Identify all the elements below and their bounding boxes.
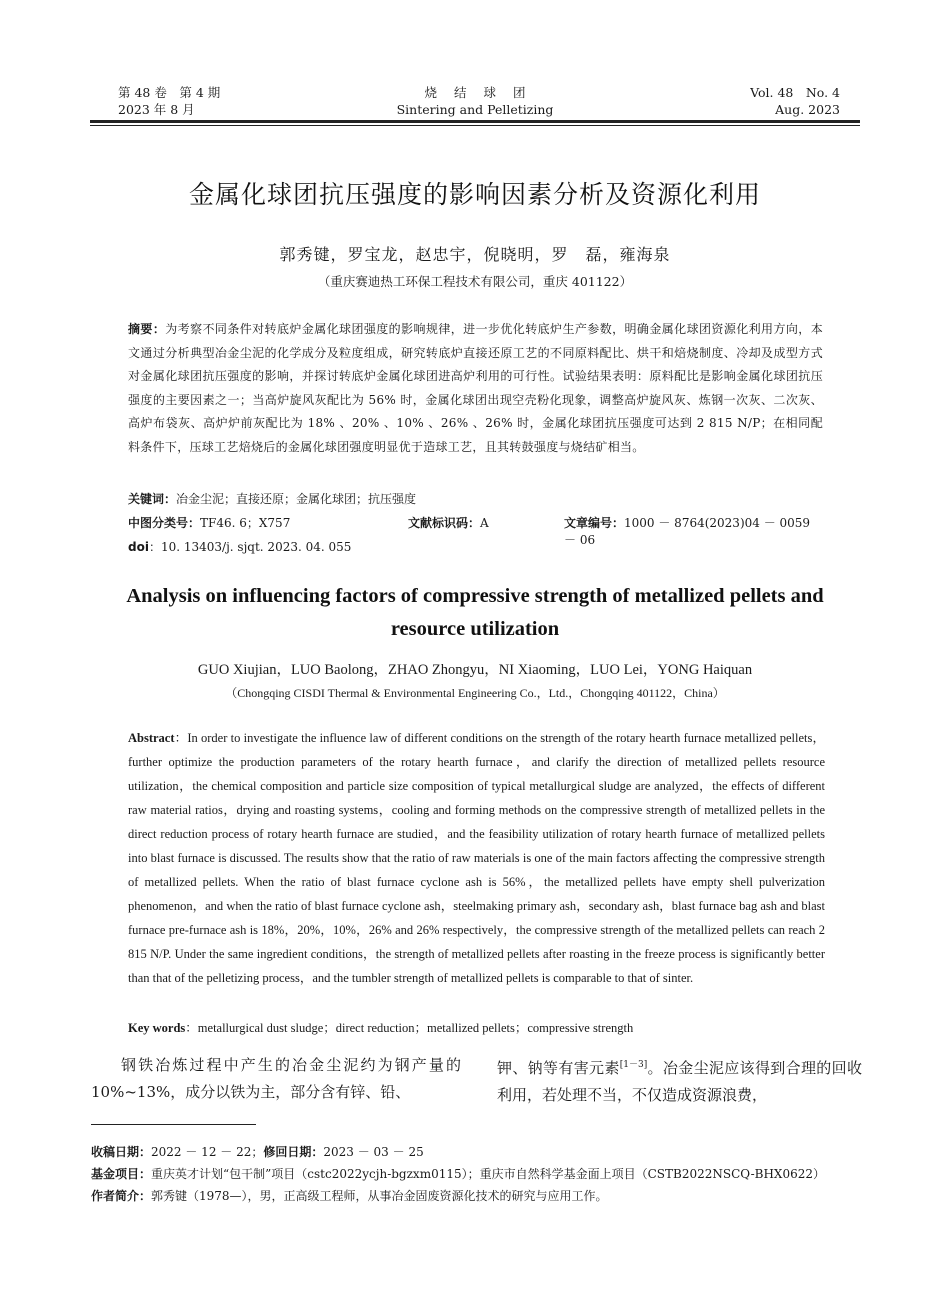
author-bio-label: 作者简介： xyxy=(91,1189,152,1203)
revised-date: 2023 － 03 － 25 xyxy=(323,1145,424,1159)
keywords-en xyxy=(128,1018,825,1036)
doi xyxy=(128,538,823,555)
affiliation-cn: （重庆赛迪热工环保工程技术有限公司，重庆 401122） xyxy=(317,274,633,289)
abstract-en-text: ：In order to investigate the influence law of different conditions on the strength of the rotary hearth furnace metallized pellets，further optimize the production parameters of the rotary hearth furnace，and clarify the direction of metallized pellets resource utilization，the chemical composition and particle size composition of typical metallurgical sludge are analyzed，the effects of different raw material ratios，drying and roasting systems，cooling and forming methods on the compressive strength of metallized pellets in the direct reduction process of rotary hearth furnace are studied，and the feasibility utilization of rotary hearth furnace of metallized pellets into blast furnace is discussed. The results show that the ratio of raw materials is one of the main factors affecting the compressive strength of metallized pellets. When the ratio of blast furnace cyclone ash is 56%，the metallized pellets have empty shell pulverization phenomenon，and when the ratio of blast furnace cyclone ash，steelmaking primary ash，secondary ash，blast furnace bag ash and blast furnace pre-furnace ash is 18%，20%，10%，26% and 26% respectively，the compressive strength of the metallized pellets can reach 2 815 N/P. Under the same ingredient conditions，the strength of metallized pellets after roasting in the freeze process is significantly better than that of the pelletizing process，and the tumbler strength of metallized pellets is comparable to that of sinter. xyxy=(128,731,825,985)
header-volume-en: Vol. 48 No. 4 xyxy=(750,85,840,100)
footnote-funding xyxy=(91,1164,871,1184)
citation-ref: [1－3] xyxy=(619,1060,648,1070)
keywords-cn-text: 冶金尘泥；直接还原；金属化球团；抗压强度 xyxy=(176,492,417,506)
paper-title-cn: 金属化球团抗压强度的影响因素分析及资源化利用 xyxy=(188,180,761,209)
header-date-en: Aug. 2023 xyxy=(775,102,840,117)
paper-title-en: Analysis on influencing factors of compressive strength of metallized pellets and resource utilization xyxy=(126,585,824,640)
footnote-dates xyxy=(91,1142,871,1162)
doi-value: ：10. 13403/j. sjqt. 2023. 04. 055 xyxy=(148,540,352,554)
received-label: 收稿日期： xyxy=(91,1145,152,1159)
header-volume-info xyxy=(118,84,318,118)
keywords-cn xyxy=(128,490,823,507)
clc-number xyxy=(128,516,290,530)
abstract-cn-text: 为考察不同条件对转底炉金属化球团强度的影响规律，进一步优化转底炉生产参数，明确金属化球团资源化利用方向，本文通过分析典型冶金尘泥的化学成分及粒度组成，研究转底炉直接还原工艺的不同原料配比、烘干和焙烧制度、冷却及成型方式对金属化球团抗压强度的影响，并探讨转底炉金属化球团进高炉利用的可行性。试验结果表明：原料配比是影响金属化球团抗压强度的主要因素之一；当高炉旋风灰配比为 56% 时，金属化球团出现空壳粉化现象，调整高炉旋风灰、炼钢一次灰、二次灰、高炉布袋灰、高炉炉前灰配比为 18% 、20% 、10% 、26% 、26% 时，金属化球团抗压强度可达到 2 815 N/P；在相同配料条件下，压球工艺焙烧后的金属化球团强度明显优于造球工艺，且其转鼓强度与烧结矿相当。 xyxy=(128,322,824,454)
funding-label: 基金项目： xyxy=(91,1167,152,1181)
document-code xyxy=(408,514,489,531)
header-volume-info-en xyxy=(640,84,840,118)
document-code-value: A xyxy=(480,516,489,530)
body-paragraph: 钢铁冶炼过程中产生的冶金尘泥约为钢产量的 10%~13%，成分以铁为主，部分含有锌、铅、 xyxy=(91,1056,461,1101)
header-journal-en: Sintering and Pelletizing xyxy=(396,102,554,117)
author-bio-text: 郭秀键（1978—），男，正高级工程师，从事冶金固废资源化技术的研究与应用工作。 xyxy=(151,1189,608,1203)
document-code-label: 文献标识码： xyxy=(408,516,481,530)
funding-text: 重庆英才计划“包干制”项目（cstc2022ycjh-bgzxm0115）；重庆市自然科学基金面上项目（CSTB2022NSCQ-BHX0622） xyxy=(151,1167,825,1181)
clc-value: TF46. 6；X757 xyxy=(200,516,291,530)
authors-cn: 郭秀键，罗宝龙，赵忠宇，倪晓明，罗 磊，雍海泉 xyxy=(279,245,671,264)
keywords-cn-label: 关键词： xyxy=(128,492,177,506)
body-text-part1: 钾、钠等有害元素 xyxy=(497,1059,620,1077)
received-date: 2022 － 12 － 22； xyxy=(151,1145,264,1159)
body-column-right xyxy=(497,1052,862,1109)
body-column-left xyxy=(91,1052,461,1106)
clc-label: 中图分类号： xyxy=(128,516,201,530)
abstract-en xyxy=(128,726,825,990)
keywords-en-text: ：metallurgical dust sludge；direct reduction；metallized pellets；compressive strength xyxy=(185,1021,634,1035)
footnote-rule xyxy=(91,1124,256,1125)
header-rule-thick xyxy=(90,120,860,123)
abstract-en-label: Abstract xyxy=(128,731,175,745)
header-journal-cn: 烧结球团 xyxy=(424,85,543,100)
article-number-value: 1000 － 8764(2023)04 － 0059 － 06 xyxy=(564,516,811,547)
article-number-label: 文章编号： xyxy=(564,516,625,530)
header-journal xyxy=(375,84,575,118)
abstract-cn xyxy=(128,318,823,459)
doi-label: doi xyxy=(128,540,149,554)
header-volume-cn: 第 48 卷 第 4 期 xyxy=(118,85,221,100)
keywords-en-label: Key words xyxy=(128,1021,186,1035)
body-text-part2: 。冶金尘泥应该得到合理的回收利用，若处理不当，不仅造成资源浪费， xyxy=(497,1059,862,1104)
revised-label: 修回日期： xyxy=(263,1145,324,1159)
footnote-author-bio xyxy=(91,1186,871,1206)
abstract-cn-label: 摘要： xyxy=(128,322,166,336)
header-date-cn: 2023 年 8 月 xyxy=(118,102,195,117)
header-rule-thin xyxy=(90,125,860,126)
body-paragraph-continued xyxy=(497,1052,862,1109)
affiliation-en: （Chongqing CISDI Thermal & Environmental Engineering Co.，Ltd.，Chongqing 401122，China） xyxy=(225,686,725,700)
authors-en: GUO Xiujian，LUO Baolong，ZHAO Zhongyu，NI Xiaoming，LUO Lei，YONG Haiquan xyxy=(197,662,753,678)
